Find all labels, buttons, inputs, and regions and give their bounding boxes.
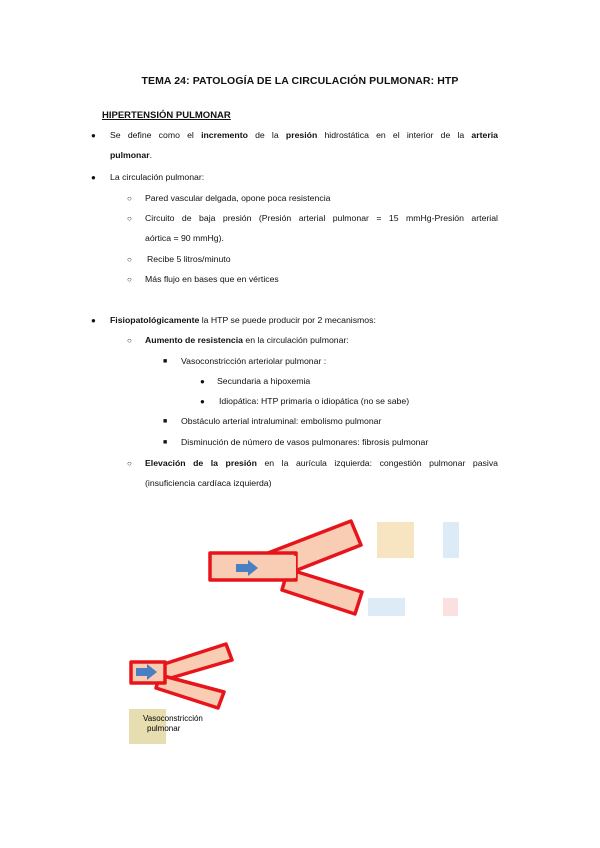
mechanism-1-item-3: Disminución de número de vasos pulmonares: fibrosis pulmonar [181,437,429,447]
mechanism-1-item-1-sub-2: Idiopática: HTP primaria o idiopática (no se sabe) [219,396,410,406]
sub-item-4: Más flujo en bases que en vértices [145,274,279,284]
circle-bullet: ○ [127,336,132,345]
sub-item-2-line-2: aórtica = 90 mmHg). [145,233,224,243]
definition-line-1: Se define como el incremento de la presión hidrostática en el interior de la arteria [110,130,498,140]
circle-bullet: ○ [127,255,132,264]
circle-bullet: ○ [127,214,132,223]
bullet-dot: ● [200,397,205,406]
square-bullet: ■ [163,358,168,365]
large-vessel-diagram [210,521,362,614]
square-bullet: ■ [163,418,168,425]
mechanism-2-line-1: Elevación de la presión en la aurícula izquierda: congestión pulmonar pasiva [145,458,498,468]
pulmonary-circulation-heading: La circulación pulmonar: [110,172,205,182]
mechanism-1: Aumento de resistencia en la circulación pulmonar: [145,335,349,345]
mechanism-1-item-1: Vasoconstricción arteriolar pulmonar : [181,356,327,366]
page-title: TEMA 24: PATOLOGÍA DE LA CIRCULACIÓN PULMONAR: HTP [141,75,459,87]
circle-bullet: ○ [127,275,132,284]
caption-line-1: Vasoconstricción [143,714,203,723]
mechanism-1-item-1-sub-1: Secundaria a hipoxemia [217,376,311,386]
square-bullet: ■ [163,439,168,446]
bullet-dot: ● [91,316,96,325]
bullet-dot: ● [200,377,205,386]
sub-item-2-line-1: Circuito de baja presión (Presión arterial pulmonar = 15 mmHg-Presión arterial [145,213,498,223]
circle-bullet: ○ [127,194,132,203]
mechanism-1-item-2: Obstáculo arterial intraluminal: embolismo pulmonar [181,416,382,426]
sub-item-1: Pared vascular delgada, opone poca resistencia [145,193,331,203]
sub-item-3: Recibe 5 litros/minuto [147,254,231,264]
small-upper-branch [158,644,232,680]
circle-bullet: ○ [127,459,132,468]
bullet-dot: ● [91,131,96,140]
caption-line-2: pulmonar [147,724,181,733]
pathophysiology-line: Fisiopatológicamente la HTP se puede producir por 2 mecanismos: [110,315,376,325]
definition-line-2: pulmonar. [110,150,152,160]
section-heading: HIPERTENSIÓN PULMONAR [102,110,231,121]
mechanism-2-line-2: (insuficiencia cardíaca izquierda) [145,478,272,488]
vasoconstriction-caption [143,714,203,734]
bullet-dot: ● [91,173,96,182]
